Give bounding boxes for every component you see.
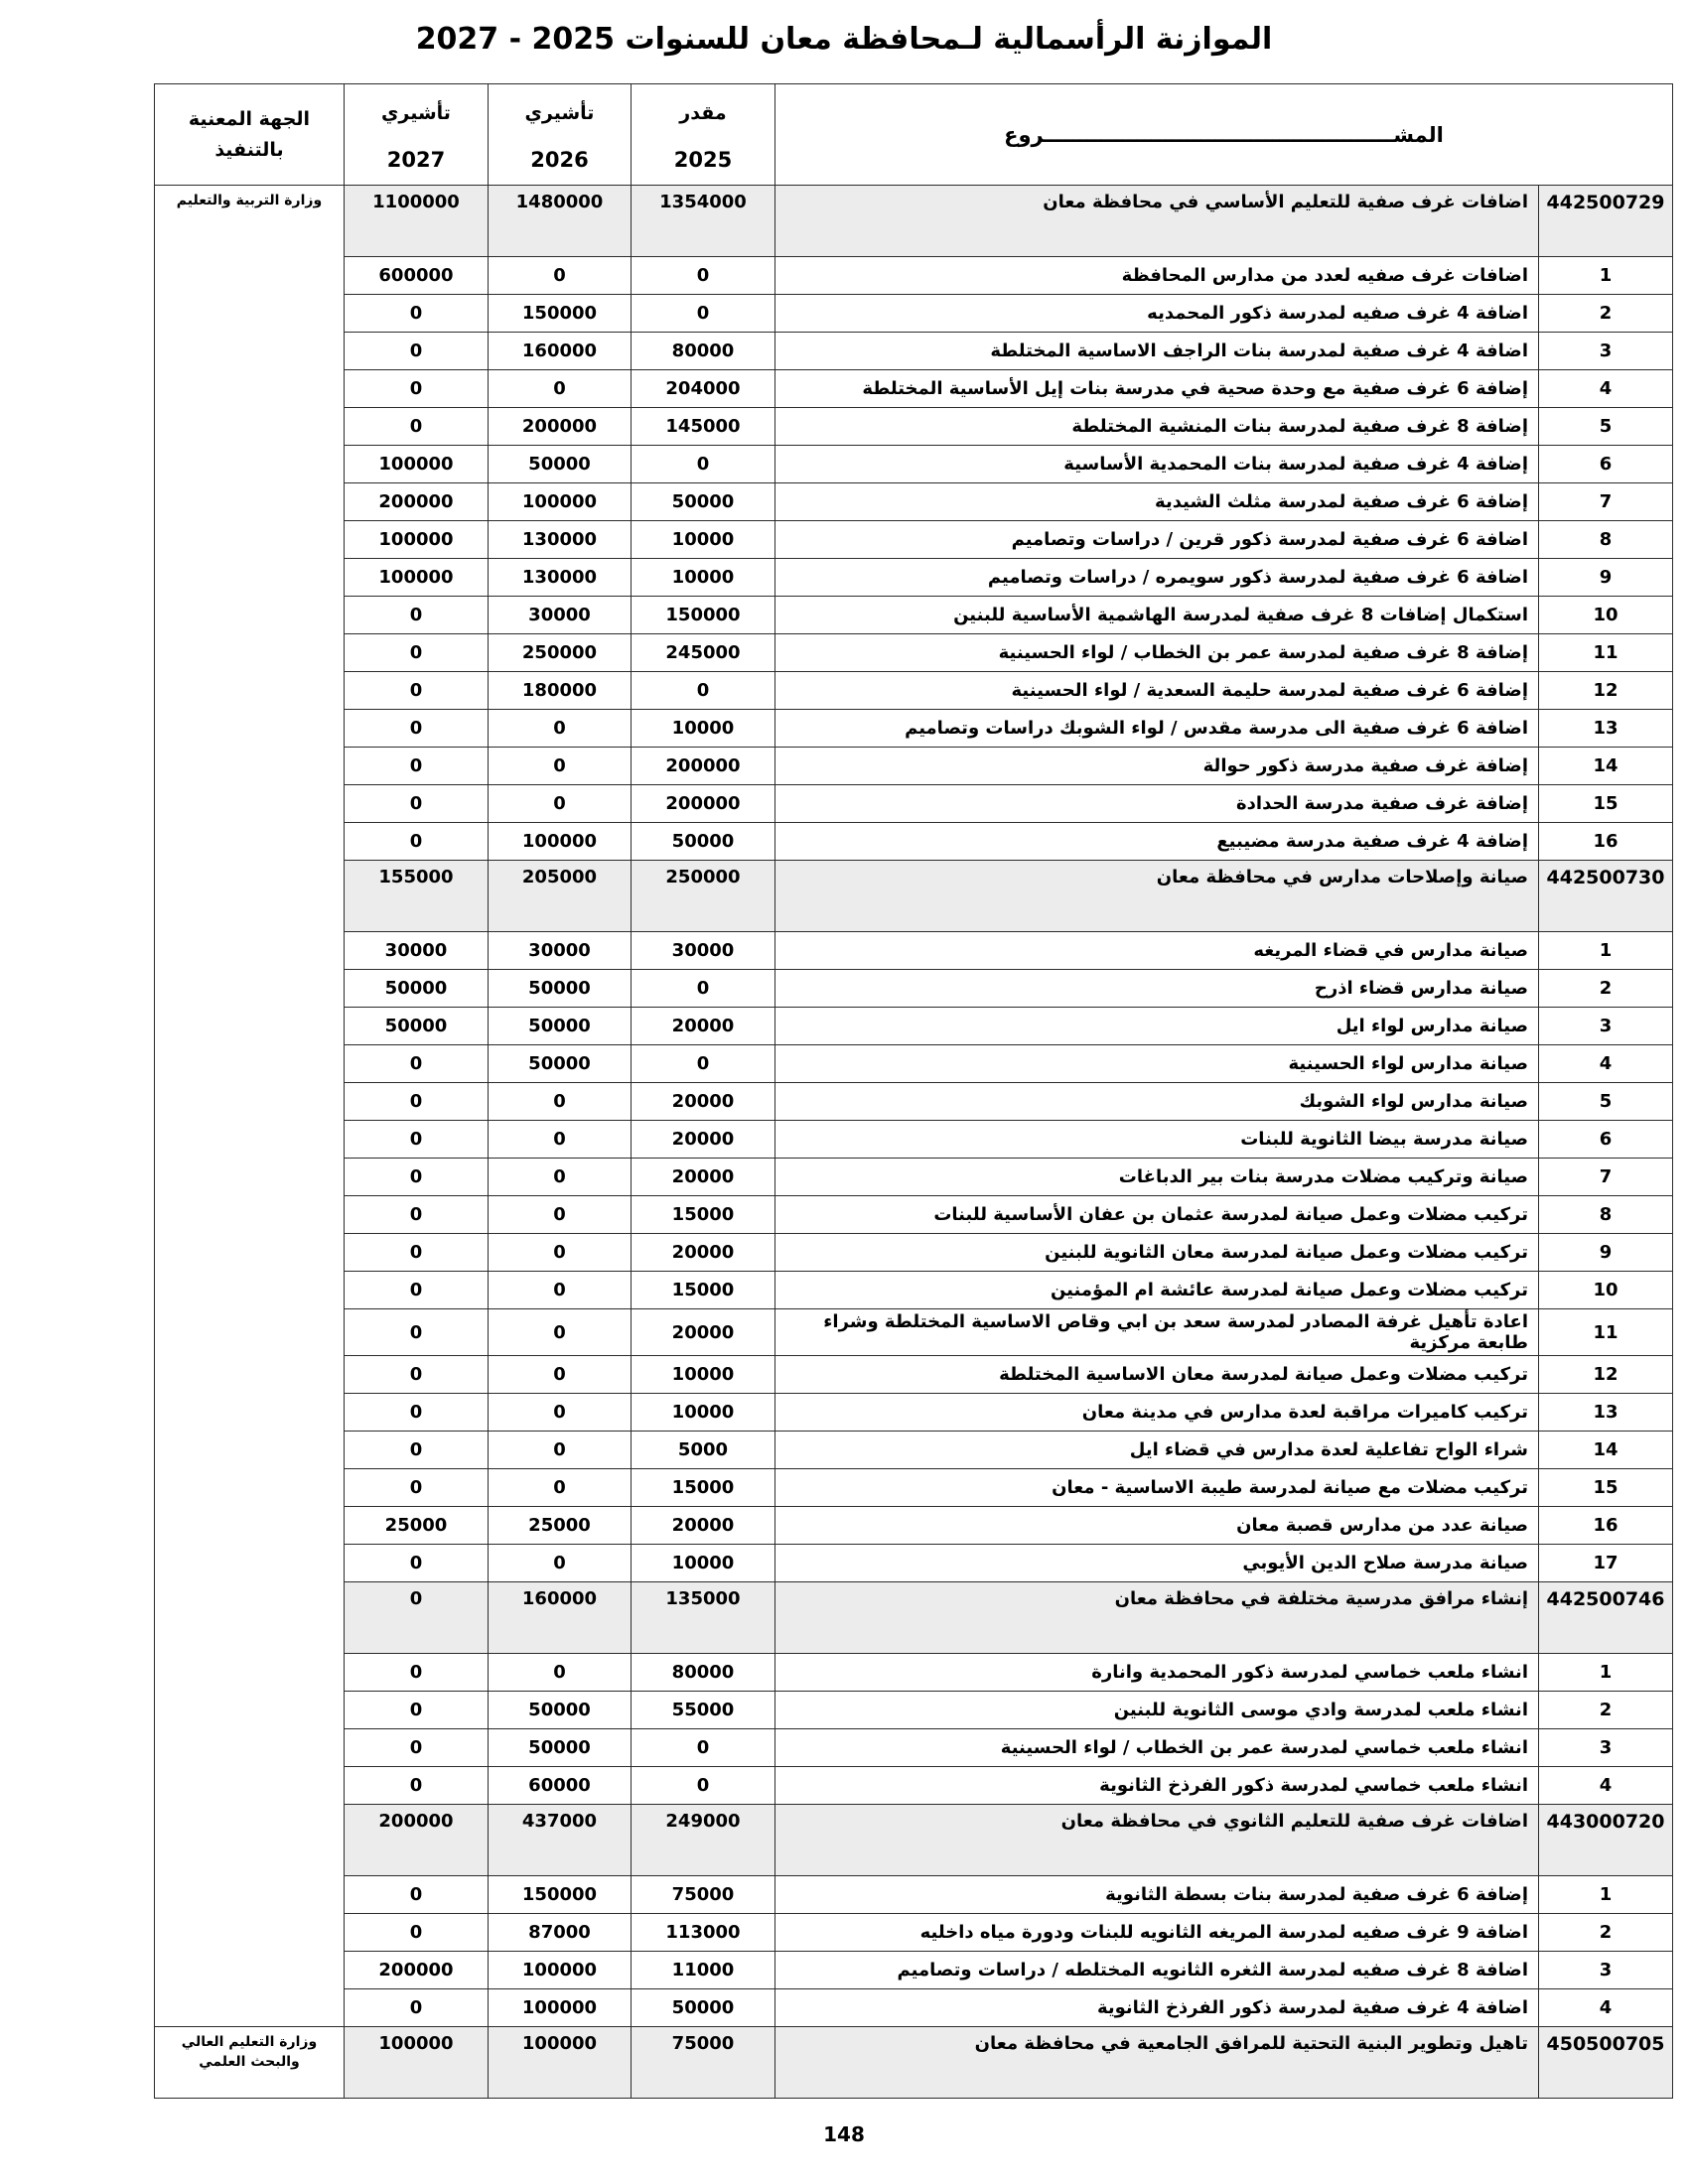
- section-value-2025: 135000: [631, 1582, 774, 1654]
- project-row: [154, 1952, 1672, 1989]
- value-2025: 20000: [631, 1008, 774, 1045]
- project-row: [154, 1432, 1672, 1469]
- value-2027: 0: [344, 333, 488, 370]
- section-header-row: [154, 1805, 1672, 1876]
- row-number: 13: [1539, 1394, 1673, 1432]
- value-2027: 0: [344, 710, 488, 748]
- project-row: [154, 970, 1672, 1008]
- project-description: اضافة 6 غرف صفية لمدرسة ذكور سويمره / دراسات وتصاميم: [774, 559, 1538, 597]
- agency-header-line1: الجهة المعنية: [188, 108, 311, 131]
- value-2027: 0: [344, 370, 488, 408]
- project-column-label: المشـــــــــــــــــــــــــــــــــــــــــــــــــروع: [1004, 122, 1444, 147]
- row-number: 14: [1539, 1432, 1673, 1469]
- value-2025: 5000: [631, 1432, 774, 1469]
- project-description: اضافة 6 غرف صفية لمدرسة ذكور قرين / دراسات وتصاميم: [774, 521, 1538, 559]
- row-number: 9: [1539, 1234, 1673, 1272]
- value-2026: 160000: [488, 333, 631, 370]
- project-description: إضافة غرف صفية مدرسة ذكور حوالة: [774, 748, 1538, 785]
- row-number: 7: [1539, 483, 1673, 521]
- project-description: تركيب مضلات وعمل صيانة لمدرسة عثمان بن عفان الأساسية للبنات: [774, 1196, 1538, 1234]
- value-2027: 100000: [344, 446, 488, 483]
- value-2027: 0: [344, 1989, 488, 2027]
- project-row: [154, 748, 1672, 785]
- value-2025: 0: [631, 970, 774, 1008]
- value-2025: 0: [631, 1729, 774, 1767]
- row-number: 3: [1539, 1729, 1673, 1767]
- value-2026: 0: [488, 1432, 631, 1469]
- row-number: 1: [1539, 932, 1673, 970]
- value-2026: 0: [488, 1654, 631, 1692]
- value-2026: 0: [488, 257, 631, 295]
- value-2025: 15000: [631, 1469, 774, 1507]
- value-2027: 0: [344, 634, 488, 672]
- project-description: اضافة 6 غرف صفية الى مدرسة مقدس / لواء الشوبك دراسات وتصاميم: [774, 710, 1538, 748]
- section-code: 442500730: [1539, 861, 1673, 932]
- value-2025: 0: [631, 672, 774, 710]
- value-2027: 0: [344, 1394, 488, 1432]
- value-2027: 0: [344, 1469, 488, 1507]
- row-number: 3: [1539, 1008, 1673, 1045]
- value-2025: 10000: [631, 1545, 774, 1582]
- project-row: [154, 932, 1672, 970]
- row-number: 15: [1539, 785, 1673, 823]
- column-2027-type-label: تأشيري: [381, 101, 451, 124]
- section-code: 450500705: [1539, 2027, 1673, 2099]
- project-description: اضافة 4 غرف صفية لمدرسة ذكور الفرذخ الثانوية: [774, 1989, 1538, 2027]
- project-row: [154, 823, 1672, 861]
- value-2025: 50000: [631, 1989, 774, 2027]
- value-2026: 0: [488, 1234, 631, 1272]
- section-value-2026: 100000: [488, 2027, 631, 2099]
- project-description: صيانة مدرسة بيضا الثانوية للبنات: [774, 1121, 1538, 1159]
- column-2027-year-label: 2027: [386, 147, 446, 172]
- project-row: [154, 1083, 1672, 1121]
- row-number: 5: [1539, 408, 1673, 446]
- project-row: [154, 1008, 1672, 1045]
- section-value-2026: 1480000: [488, 186, 631, 257]
- project-description: إضافة 6 غرف صفية مع وحدة صحية في مدرسة بنات إيل الأساسية المختلطة: [774, 370, 1538, 408]
- value-2026: 60000: [488, 1767, 631, 1805]
- project-row: [154, 1692, 1672, 1729]
- project-row: [154, 1469, 1672, 1507]
- project-description: شراء الواح تفاعلية لعدة مدارس في قضاء ايل: [774, 1432, 1538, 1469]
- project-description: صيانة مدارس لواء الحسينية: [774, 1045, 1538, 1083]
- value-2026: 100000: [488, 1952, 631, 1989]
- value-2027: 200000: [344, 1952, 488, 1989]
- value-2026: 0: [488, 1545, 631, 1582]
- value-2027: 0: [344, 672, 488, 710]
- project-description: صيانة مدارس لواء الشوبك: [774, 1083, 1538, 1121]
- row-number: 7: [1539, 1159, 1673, 1196]
- section-value-2027: 200000: [344, 1805, 488, 1876]
- project-row: [154, 1729, 1672, 1767]
- row-number: 15: [1539, 1469, 1673, 1507]
- value-2025: 10000: [631, 521, 774, 559]
- value-2025: 30000: [631, 932, 774, 970]
- project-row: [154, 559, 1672, 597]
- value-2026: 50000: [488, 1729, 631, 1767]
- value-2025: 75000: [631, 1876, 774, 1914]
- row-number: 11: [1539, 1309, 1673, 1356]
- value-2027: 100000: [344, 521, 488, 559]
- value-2027: 0: [344, 1045, 488, 1083]
- value-2026: 130000: [488, 559, 631, 597]
- indicative-2027-column-header: [344, 84, 488, 186]
- row-number: 9: [1539, 559, 1673, 597]
- value-2027: 0: [344, 597, 488, 634]
- value-2027: 0: [344, 1767, 488, 1805]
- project-description: اضافة 8 غرف صفيه لمدرسة الثغره الثانويه المختلطه / دراسات وتصاميم: [774, 1952, 1538, 1989]
- row-number: 10: [1539, 597, 1673, 634]
- value-2026: 100000: [488, 1989, 631, 2027]
- project-description: صيانة عدد من مدارس قصبة معان: [774, 1507, 1538, 1545]
- value-2026: 200000: [488, 408, 631, 446]
- value-2025: 0: [631, 1045, 774, 1083]
- section-value-2025: 75000: [631, 2027, 774, 2099]
- row-number: 4: [1539, 1045, 1673, 1083]
- value-2025: 20000: [631, 1234, 774, 1272]
- project-description: إضافة 6 غرف صفية لمدرسة مثلث الشيدية: [774, 483, 1538, 521]
- value-2025: 0: [631, 257, 774, 295]
- value-2027: 0: [344, 1545, 488, 1582]
- row-number: 16: [1539, 823, 1673, 861]
- value-2026: 0: [488, 1083, 631, 1121]
- project-row: [154, 1989, 1672, 2027]
- project-row: [154, 1914, 1672, 1952]
- section-value-2026: 205000: [488, 861, 631, 932]
- value-2026: 50000: [488, 970, 631, 1008]
- value-2025: 10000: [631, 559, 774, 597]
- value-2025: 20000: [631, 1121, 774, 1159]
- row-number: 2: [1539, 970, 1673, 1008]
- value-2025: 50000: [631, 483, 774, 521]
- value-2026: 50000: [488, 1008, 631, 1045]
- project-row: [154, 483, 1672, 521]
- value-2026: 87000: [488, 1914, 631, 1952]
- project-row: [154, 1545, 1672, 1582]
- agency-cell: وزارة التعليم العالي والبحث العلمي: [154, 2027, 344, 2099]
- project-row: [154, 257, 1672, 295]
- row-number: 17: [1539, 1545, 1673, 1582]
- section-code: 442500729: [1539, 186, 1673, 257]
- project-description: اعادة تأهيل غرفة المصادر لمدرسة سعد بن ابي وقاص الاساسية المختلطة وشراء طابعة مركزية: [774, 1309, 1538, 1356]
- project-description: صيانة وتركيب مضلات مدرسة بنات بير الدباغات: [774, 1159, 1538, 1196]
- section-value-2027: 100000: [344, 2027, 488, 2099]
- value-2025: 200000: [631, 785, 774, 823]
- value-2026: 0: [488, 370, 631, 408]
- value-2026: 25000: [488, 1507, 631, 1545]
- project-row: [154, 1272, 1672, 1309]
- value-2025: 15000: [631, 1272, 774, 1309]
- project-row: [154, 1767, 1672, 1805]
- row-number: 10: [1539, 1272, 1673, 1309]
- project-row: [154, 634, 1672, 672]
- value-2026: 0: [488, 1272, 631, 1309]
- agency-column-header: [154, 84, 344, 186]
- value-2026: 50000: [488, 1692, 631, 1729]
- section-value-2026: 437000: [488, 1805, 631, 1876]
- project-description: صيانة مدارس لواء ايل: [774, 1008, 1538, 1045]
- project-column-header: [774, 84, 1672, 186]
- value-2027: 50000: [344, 970, 488, 1008]
- row-number: 8: [1539, 521, 1673, 559]
- row-number: 3: [1539, 1952, 1673, 1989]
- row-number: 5: [1539, 1083, 1673, 1121]
- value-2025: 50000: [631, 823, 774, 861]
- value-2027: 25000: [344, 1507, 488, 1545]
- value-2026: 150000: [488, 295, 631, 333]
- indicative-2026-column-header: [488, 84, 631, 186]
- row-number: 12: [1539, 1356, 1673, 1394]
- section-title: اضافات غرف صفية للتعليم الثانوي في محافظة معان: [774, 1805, 1538, 1876]
- row-number: 13: [1539, 710, 1673, 748]
- value-2026: 30000: [488, 932, 631, 970]
- project-description: انشاء ملعب لمدرسة وادي موسى الثانوية للبنين: [774, 1692, 1538, 1729]
- budget-table-container: [155, 83, 1673, 2099]
- project-description: تركيب مضلات مع صيانة لمدرسة طيبة الاساسية - معان: [774, 1469, 1538, 1507]
- value-2027: 0: [344, 785, 488, 823]
- section-value-2027: 155000: [344, 861, 488, 932]
- section-header-row: [154, 1582, 1672, 1654]
- section-title: تاهيل وتطوير البنية التحتية للمرافق الجامعية في محافظة معان: [774, 2027, 1538, 2099]
- project-row: [154, 1121, 1672, 1159]
- row-number: 2: [1539, 1692, 1673, 1729]
- project-row: [154, 710, 1672, 748]
- project-description: تركيب مضلات وعمل صيانة لمدرسة معان الاساسية المختلطة: [774, 1356, 1538, 1394]
- agency-header-line2: بالتنفيذ: [214, 138, 284, 161]
- project-description: إضافة 8 غرف صفية لمدرسة عمر بن الخطاب / لواء الحسينية: [774, 634, 1538, 672]
- project-description: إضافة 6 غرف صفية لمدرسة بنات بسطة الثانوية: [774, 1876, 1538, 1914]
- value-2027: 0: [344, 1432, 488, 1469]
- value-2025: 20000: [631, 1159, 774, 1196]
- value-2027: 0: [344, 1914, 488, 1952]
- project-row: [154, 1045, 1672, 1083]
- project-description: اضافات غرف صفيه لعدد من مدارس المحافظة: [774, 257, 1538, 295]
- row-number: 6: [1539, 1121, 1673, 1159]
- row-number: 2: [1539, 1914, 1673, 1952]
- section-title: اضافات غرف صفية للتعليم الأساسي في محافظة معان: [774, 186, 1538, 257]
- row-number: 1: [1539, 257, 1673, 295]
- project-row: [154, 1507, 1672, 1545]
- project-description: انشاء ملعب خماسي لمدرسة عمر بن الخطاب / لواء الحسينية: [774, 1729, 1538, 1767]
- row-number: 3: [1539, 333, 1673, 370]
- agency-cell: وزارة التربية والتعليم: [154, 186, 344, 2027]
- value-2025: 80000: [631, 333, 774, 370]
- project-row: [154, 1394, 1672, 1432]
- value-2026: 0: [488, 1356, 631, 1394]
- section-value-2025: 1354000: [631, 186, 774, 257]
- project-description: تركيب كاميرات مراقبة لعدة مدارس في مدينة معان: [774, 1394, 1538, 1432]
- project-description: تركيب مضلات وعمل صيانة لمدرسة معان الثانوية للبنين: [774, 1234, 1538, 1272]
- project-row: [154, 672, 1672, 710]
- project-description: تركيب مضلات وعمل صيانة لمدرسة عائشة ام المؤمنين: [774, 1272, 1538, 1309]
- value-2025: 15000: [631, 1196, 774, 1234]
- value-2027: 0: [344, 1196, 488, 1234]
- project-description: انشاء ملعب خماسي لمدرسة ذكور المحمدية وانارة: [774, 1654, 1538, 1692]
- row-number: 8: [1539, 1196, 1673, 1234]
- project-row: [154, 1876, 1672, 1914]
- value-2027: 0: [344, 1083, 488, 1121]
- project-description: استكمال إضافات 8 غرف صفية لمدرسة الهاشمية الأساسية للبنين: [774, 597, 1538, 634]
- project-row: [154, 1654, 1672, 1692]
- value-2027: 200000: [344, 483, 488, 521]
- project-row: [154, 521, 1672, 559]
- section-value-2027: 0: [344, 1582, 488, 1654]
- value-2027: 100000: [344, 559, 488, 597]
- project-description: إضافة 6 غرف صفية لمدرسة حليمة السعدية / لواء الحسينية: [774, 672, 1538, 710]
- project-row: [154, 597, 1672, 634]
- value-2026: 0: [488, 785, 631, 823]
- project-description: صيانة مدرسة صلاح الدين الأيوبي: [774, 1545, 1538, 1582]
- budget-table: [154, 83, 1673, 2099]
- value-2026: 0: [488, 748, 631, 785]
- value-2027: 0: [344, 823, 488, 861]
- section-header-row: [154, 2027, 1672, 2099]
- section-code: 442500746: [1539, 1582, 1673, 1654]
- row-number: 4: [1539, 1989, 1673, 2027]
- value-2027: 600000: [344, 257, 488, 295]
- value-2027: 0: [344, 1309, 488, 1356]
- project-row: [154, 408, 1672, 446]
- value-2027: 30000: [344, 932, 488, 970]
- value-2026: 150000: [488, 1876, 631, 1914]
- project-row: [154, 1196, 1672, 1234]
- section-title: إنشاء مرافق مدرسية مختلفة في محافظة معان: [774, 1582, 1538, 1654]
- value-2027: 0: [344, 1876, 488, 1914]
- section-value-2025: 249000: [631, 1805, 774, 1876]
- row-number: 14: [1539, 748, 1673, 785]
- project-description: إضافة 8 غرف صفية لمدرسة بنات المنشية المختلطة: [774, 408, 1538, 446]
- value-2025: 0: [631, 1767, 774, 1805]
- value-2025: 113000: [631, 1914, 774, 1952]
- project-description: صيانة مدارس قضاء اذرح: [774, 970, 1538, 1008]
- value-2025: 150000: [631, 597, 774, 634]
- value-2027: 0: [344, 1272, 488, 1309]
- value-2026: 0: [488, 1159, 631, 1196]
- column-2026-year-label: 2026: [530, 147, 589, 172]
- value-2025: 0: [631, 295, 774, 333]
- row-number: 1: [1539, 1876, 1673, 1914]
- value-2025: 145000: [631, 408, 774, 446]
- row-number: 11: [1539, 634, 1673, 672]
- project-row: [154, 1159, 1672, 1196]
- value-2026: 100000: [488, 483, 631, 521]
- value-2027: 0: [344, 1121, 488, 1159]
- budget-table-body: [154, 186, 1672, 2099]
- column-2025-year-label: 2025: [673, 147, 733, 172]
- row-number: 1: [1539, 1654, 1673, 1692]
- page-title: الموازنة الرأسمالية لـمحافظة معان للسنوات 2025 - 2027: [415, 22, 1273, 57]
- section-value-2027: 1100000: [344, 186, 488, 257]
- value-2025: 204000: [631, 370, 774, 408]
- value-2027: 0: [344, 408, 488, 446]
- project-description: إضافة 4 غرف صفية لمدرسة بنات المحمدية الأساسية: [774, 446, 1538, 483]
- section-title: صيانة وإصلاحات مدارس في محافظة معان: [774, 861, 1538, 932]
- project-row: [154, 1309, 1672, 1356]
- value-2027: 0: [344, 1729, 488, 1767]
- value-2026: 0: [488, 1121, 631, 1159]
- value-2027: 0: [344, 1159, 488, 1196]
- page-number: 148: [823, 2122, 865, 2146]
- value-2025: 10000: [631, 1394, 774, 1432]
- row-number: 12: [1539, 672, 1673, 710]
- project-description: اضافة 9 غرف صفيه لمدرسة المريغه الثانويه للبنات ودورة مياه داخليه: [774, 1914, 1538, 1952]
- project-row: [154, 295, 1672, 333]
- value-2026: 0: [488, 1309, 631, 1356]
- value-2026: 30000: [488, 597, 631, 634]
- project-row: [154, 785, 1672, 823]
- value-2027: 0: [344, 295, 488, 333]
- project-row: [154, 446, 1672, 483]
- value-2025: 20000: [631, 1083, 774, 1121]
- section-value-2026: 160000: [488, 1582, 631, 1654]
- section-code: 443000720: [1539, 1805, 1673, 1876]
- project-description: إضافة غرف صفية مدرسة الحدادة: [774, 785, 1538, 823]
- value-2025: 10000: [631, 1356, 774, 1394]
- column-2025-type-label: مقدر: [679, 101, 727, 124]
- value-2025: 20000: [631, 1507, 774, 1545]
- project-row: [154, 370, 1672, 408]
- value-2027: 0: [344, 1654, 488, 1692]
- project-row: [154, 333, 1672, 370]
- project-description: صيانة مدارس في قضاء المريغه: [774, 932, 1538, 970]
- section-value-2025: 250000: [631, 861, 774, 932]
- value-2025: 20000: [631, 1309, 774, 1356]
- estimated-2025-column-header: [631, 84, 774, 186]
- value-2025: 55000: [631, 1692, 774, 1729]
- value-2025: 200000: [631, 748, 774, 785]
- row-number: 4: [1539, 370, 1673, 408]
- value-2026: 100000: [488, 823, 631, 861]
- section-header-row: [154, 861, 1672, 932]
- row-number: 16: [1539, 1507, 1673, 1545]
- value-2025: 10000: [631, 710, 774, 748]
- value-2026: 0: [488, 1394, 631, 1432]
- value-2025: 0: [631, 446, 774, 483]
- value-2026: 180000: [488, 672, 631, 710]
- row-number: 2: [1539, 295, 1673, 333]
- value-2026: 50000: [488, 446, 631, 483]
- value-2025: 11000: [631, 1952, 774, 1989]
- value-2025: 245000: [631, 634, 774, 672]
- value-2026: 250000: [488, 634, 631, 672]
- value-2026: 0: [488, 1469, 631, 1507]
- section-header-row: [154, 186, 1672, 257]
- table-header-row: [154, 84, 1672, 186]
- value-2026: 0: [488, 1196, 631, 1234]
- project-description: اضافة 4 غرف صفية لمدرسة بنات الراجف الاساسية المختلطة: [774, 333, 1538, 370]
- row-number: 4: [1539, 1767, 1673, 1805]
- project-description: اضافة 4 غرف صفيه لمدرسة ذكور المحمديه: [774, 295, 1538, 333]
- value-2027: 0: [344, 1234, 488, 1272]
- value-2027: 0: [344, 748, 488, 785]
- value-2027: 50000: [344, 1008, 488, 1045]
- value-2025: 80000: [631, 1654, 774, 1692]
- value-2026: 50000: [488, 1045, 631, 1083]
- row-number: 6: [1539, 446, 1673, 483]
- value-2027: 0: [344, 1692, 488, 1729]
- value-2027: 0: [344, 1356, 488, 1394]
- project-description: إضافة 4 غرف صفية مدرسة مضيبيع: [774, 823, 1538, 861]
- project-row: [154, 1234, 1672, 1272]
- column-2026-type-label: تأشيري: [524, 101, 595, 124]
- project-description: انشاء ملعب خماسي لمدرسة ذكور الفرذخ الثانوية: [774, 1767, 1538, 1805]
- project-row: [154, 1356, 1672, 1394]
- value-2026: 0: [488, 710, 631, 748]
- value-2026: 130000: [488, 521, 631, 559]
